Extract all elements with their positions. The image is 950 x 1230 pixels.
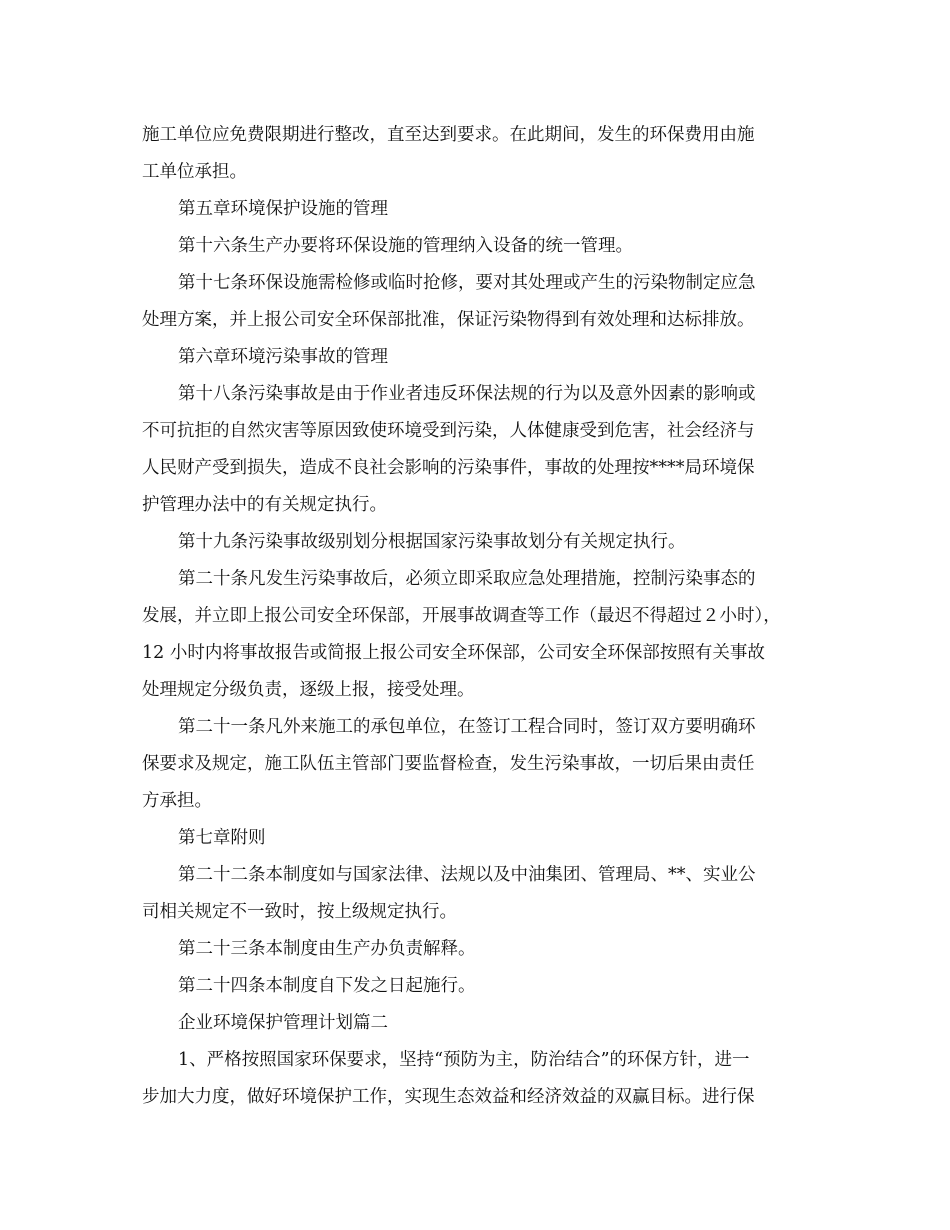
text-line: 第二十一条凡外来施工的承包单位，在签订工程合同时，签订双方要明确环 bbox=[178, 717, 756, 737]
text-line: 处理规定分级负责，逐级上报，接受处理。 bbox=[142, 680, 475, 700]
text-line: 发展，并立即上报公司安全环保部，开展事故调查等工作（最迟不得超过２小时）， bbox=[142, 606, 781, 626]
text-line: 第二十三条本制度由生产办负责解释。 bbox=[178, 939, 476, 959]
text-line: 第二十二条本制度如与国家法律、法规以及中油集团、管理局、**、实业公 bbox=[178, 865, 756, 885]
text-line: 不可抗拒的自然灾害等原因致使环境受到污染，人体健康受到危害，社会经济与 bbox=[142, 421, 755, 441]
text-line: 第二十四条本制度自下发之日起施行。 bbox=[178, 976, 476, 996]
text-line: 司相关规定不一致时，按上级规定执行。 bbox=[142, 902, 457, 922]
text-line: 第十八条污染事故是由于作业者违反环保法规的行为以及意外因素的影响或 bbox=[178, 384, 756, 404]
document-body bbox=[142, 117, 832, 1116]
text-line: 1、严格按照国家环保要求，坚持“预防为主，防治结合”的环保方针，进一 bbox=[178, 1050, 750, 1070]
text-line: 第十九条污染事故级别划分根据国家污染事故划分有关规定执行。 bbox=[178, 532, 686, 552]
text-line: 处理方案，并上报公司安全环保部批准，保证污染物得到有效处理和达标排放。 bbox=[142, 310, 755, 330]
text-line: 保要求及规定，施工队伍主管部门要监督检查，发生污染事故，一切后果由责任 bbox=[142, 754, 755, 774]
chapter-heading: 第六章环境污染事故的管理 bbox=[178, 347, 388, 367]
text-line: 工单位承担。 bbox=[142, 162, 247, 182]
text-line: 护管理办法中的有关规定执行。 bbox=[142, 495, 387, 515]
chapter-heading: 第七章附则 bbox=[178, 828, 266, 848]
text-line: 12 小时内将事故报告或简报上报公司安全环保部，公司安全环保部按照有关事故 bbox=[142, 643, 765, 663]
text-line: 第十七条环保设施需检修或临时抢修，要对其处理或产生的污染物制定应急 bbox=[178, 273, 756, 293]
text-line: 步加大力度，做好环境保护工作，实现生态效益和经济效益的双赢目标。进行保 bbox=[142, 1087, 755, 1107]
section-heading: 企业环境保护管理计划篇二 bbox=[178, 1013, 388, 1033]
text-line: 第十六条生产办要将环保设施的管理纳入设备的统一管理。 bbox=[178, 236, 633, 256]
text-line: 施工单位应免费限期进行整改，直至达到要求。在此期间，发生的环保费用由施 bbox=[142, 125, 755, 145]
text-line: 人民财产受到损失，造成不良社会影响的污染事件，事故的处理按****局环境保 bbox=[142, 458, 755, 478]
chapter-heading: 第五章环境保护设施的管理 bbox=[178, 199, 388, 219]
text-line: 第二十条凡发生污染事故后，必须立即采取应急处理措施，控制污染事态的 bbox=[178, 569, 756, 589]
text-line: 方承担。 bbox=[142, 791, 212, 811]
